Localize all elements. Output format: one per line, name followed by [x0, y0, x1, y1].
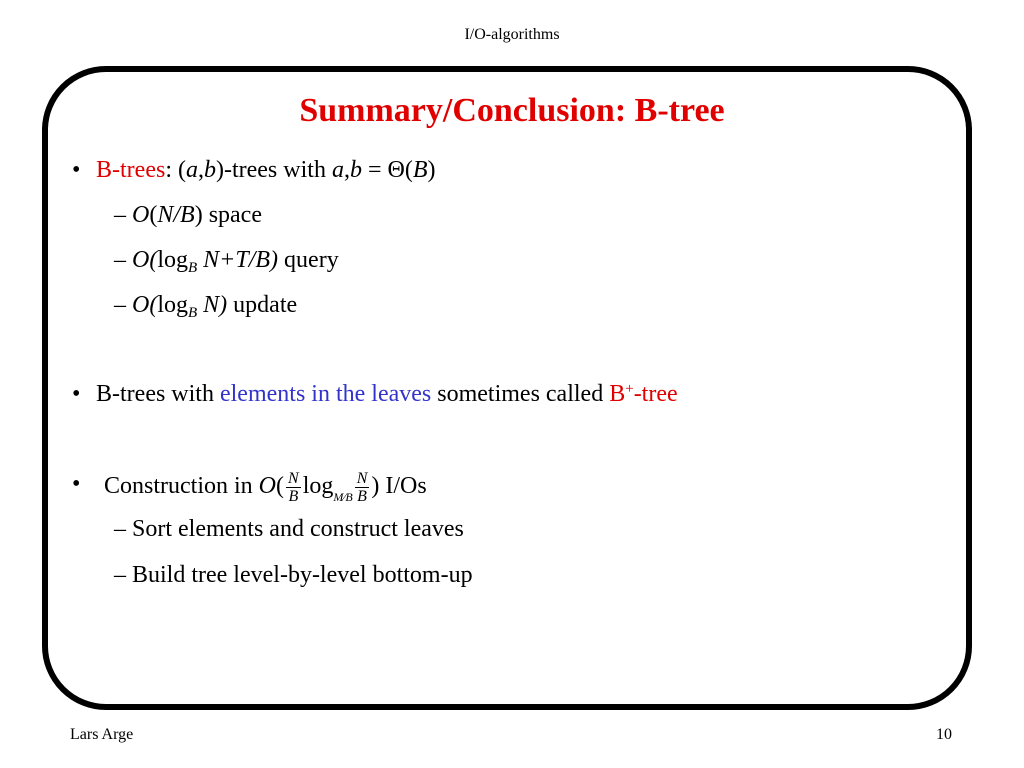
bullet-marker: •	[72, 157, 81, 183]
footer-page-number: 10	[936, 726, 952, 743]
slide-header: I/O-algorithms	[464, 26, 560, 43]
subbullet-sort: – Sort elements and construct leaves	[114, 516, 464, 542]
term-bplus-tree: B+-tree	[609, 381, 678, 407]
fraction-n-over-b: $\frac{N}{B}$	[356, 470, 368, 505]
bullet-marker: •	[72, 471, 81, 497]
bullet-marker: •	[72, 381, 81, 407]
slide-title: Summary/Conclusion: B-tree	[299, 92, 725, 129]
subbullet-query: – $O(\log_B$ N+T/B) query	[114, 247, 339, 276]
subbullet-build: – Build tree level-by-level bottom-up	[114, 562, 473, 588]
term-btrees: B-trees	[96, 157, 166, 183]
bullet-btrees: B-trees: (a,b)-trees with a,b = Θ(B)	[96, 157, 436, 183]
highlight-leaves: elements in the leaves	[219, 381, 432, 407]
log-base-m-over-b: M⁄B	[333, 490, 353, 505]
bullet-bplus-tree: B-trees with elements in the leaves sometimes called B+-tree	[96, 381, 678, 407]
footer-author: Lars Arge	[70, 726, 134, 743]
subbullet-space: – O(N/B) space	[114, 202, 262, 228]
subbullet-update: – $O(\log_B$ N) update	[114, 292, 298, 321]
bullet-construction: Construction in O( $\frac{N}{B}$ logM⁄B $\frac{N}{B}$ ) I/Os	[104, 470, 427, 511]
fraction-n-over-b: $\frac{N}{B}$	[288, 470, 299, 505]
